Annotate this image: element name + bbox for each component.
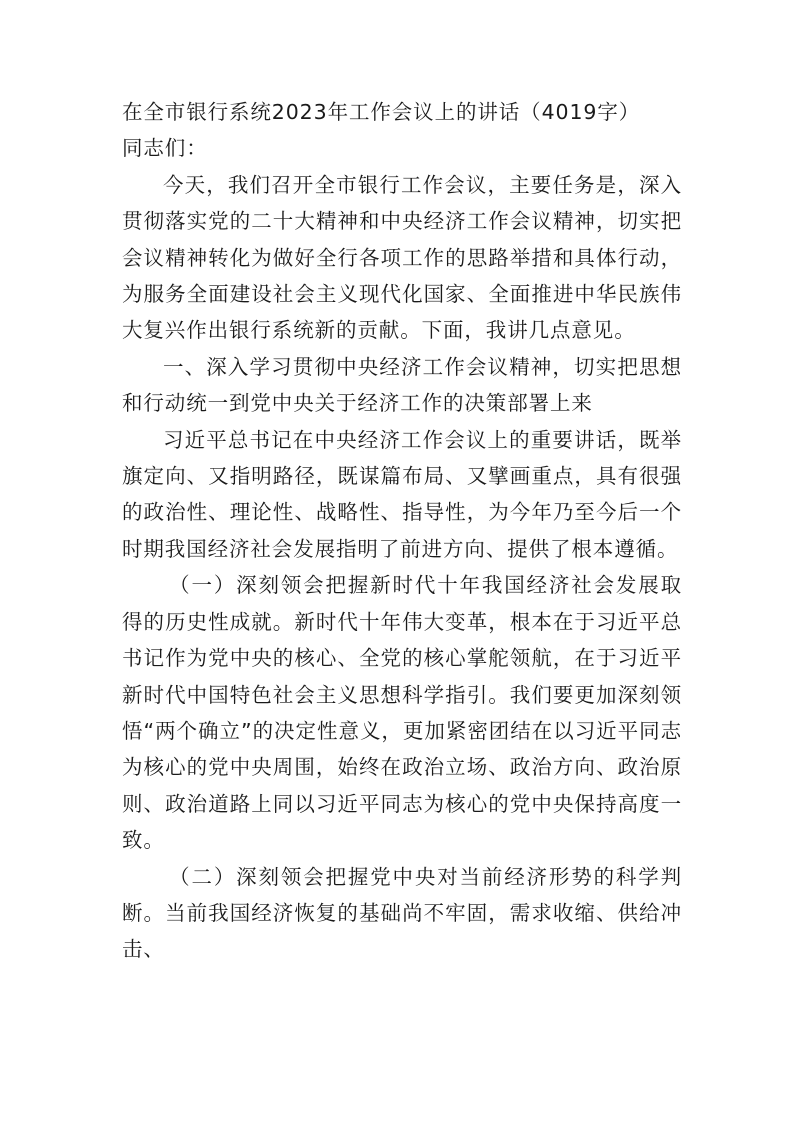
document-title: 在全市银行系统2023年工作会议上的讲话（4019字） <box>122 100 641 124</box>
paragraph-subsection-1: （一）深刻领会把握新时代十年我国经济社会发展取得的历史性成就。新时代十年伟大变革，根本在于习近平总书记作为党中央的核心、全党的核心掌舵领航，在于习近平新时代中国特色社会主义思想科学指引。我们要更加深刻领悟“两个确立”的决定性意义，更加紧密团结在以习近平同志为核心的党中央周围，始终在政治立场、政治方向、政治原则、政治道路上同以习近平同志为核心的党中央保持高度一致。 <box>122 573 682 853</box>
section-heading-1: 一、深入学习贯彻中央经济工作会议精神，切实把思想和行动统一到党中央关于经济工作的决策部署上来 <box>122 354 682 416</box>
paragraph-speech-summary: 习近平总书记在中央经济工作会议上的重要讲话，既举旗定向、又指明路径，既谋篇布局、又擘画重点，具有很强的政治性、理论性、战略性、指导性，为今年乃至今后一个时期我国经济社会发展指明了前进方向、提供了根本遵循。 <box>122 427 682 561</box>
salutation: 同志们： <box>122 136 208 161</box>
paragraph-subsection-2: （二）深刻领会把握党中央对当前经济形势的科学判断。当前我国经济恢复的基础尚不牢固，需求收缩、供给冲击、 <box>122 864 682 962</box>
document-body <box>122 94 682 968</box>
paragraph-opening: 今天，我们召开全市银行工作会议，主要任务是，深入贯彻落实党的二十大精神和中央经济工作会议精神，切实把会议精神转化为做好全行各项工作的思路举措和具体行动，为服务全面建设社会主义现代化国家、全面推进中华民族伟大复兴作出银行系统新的贡献。下面，我讲几点意见。 <box>122 172 682 343</box>
